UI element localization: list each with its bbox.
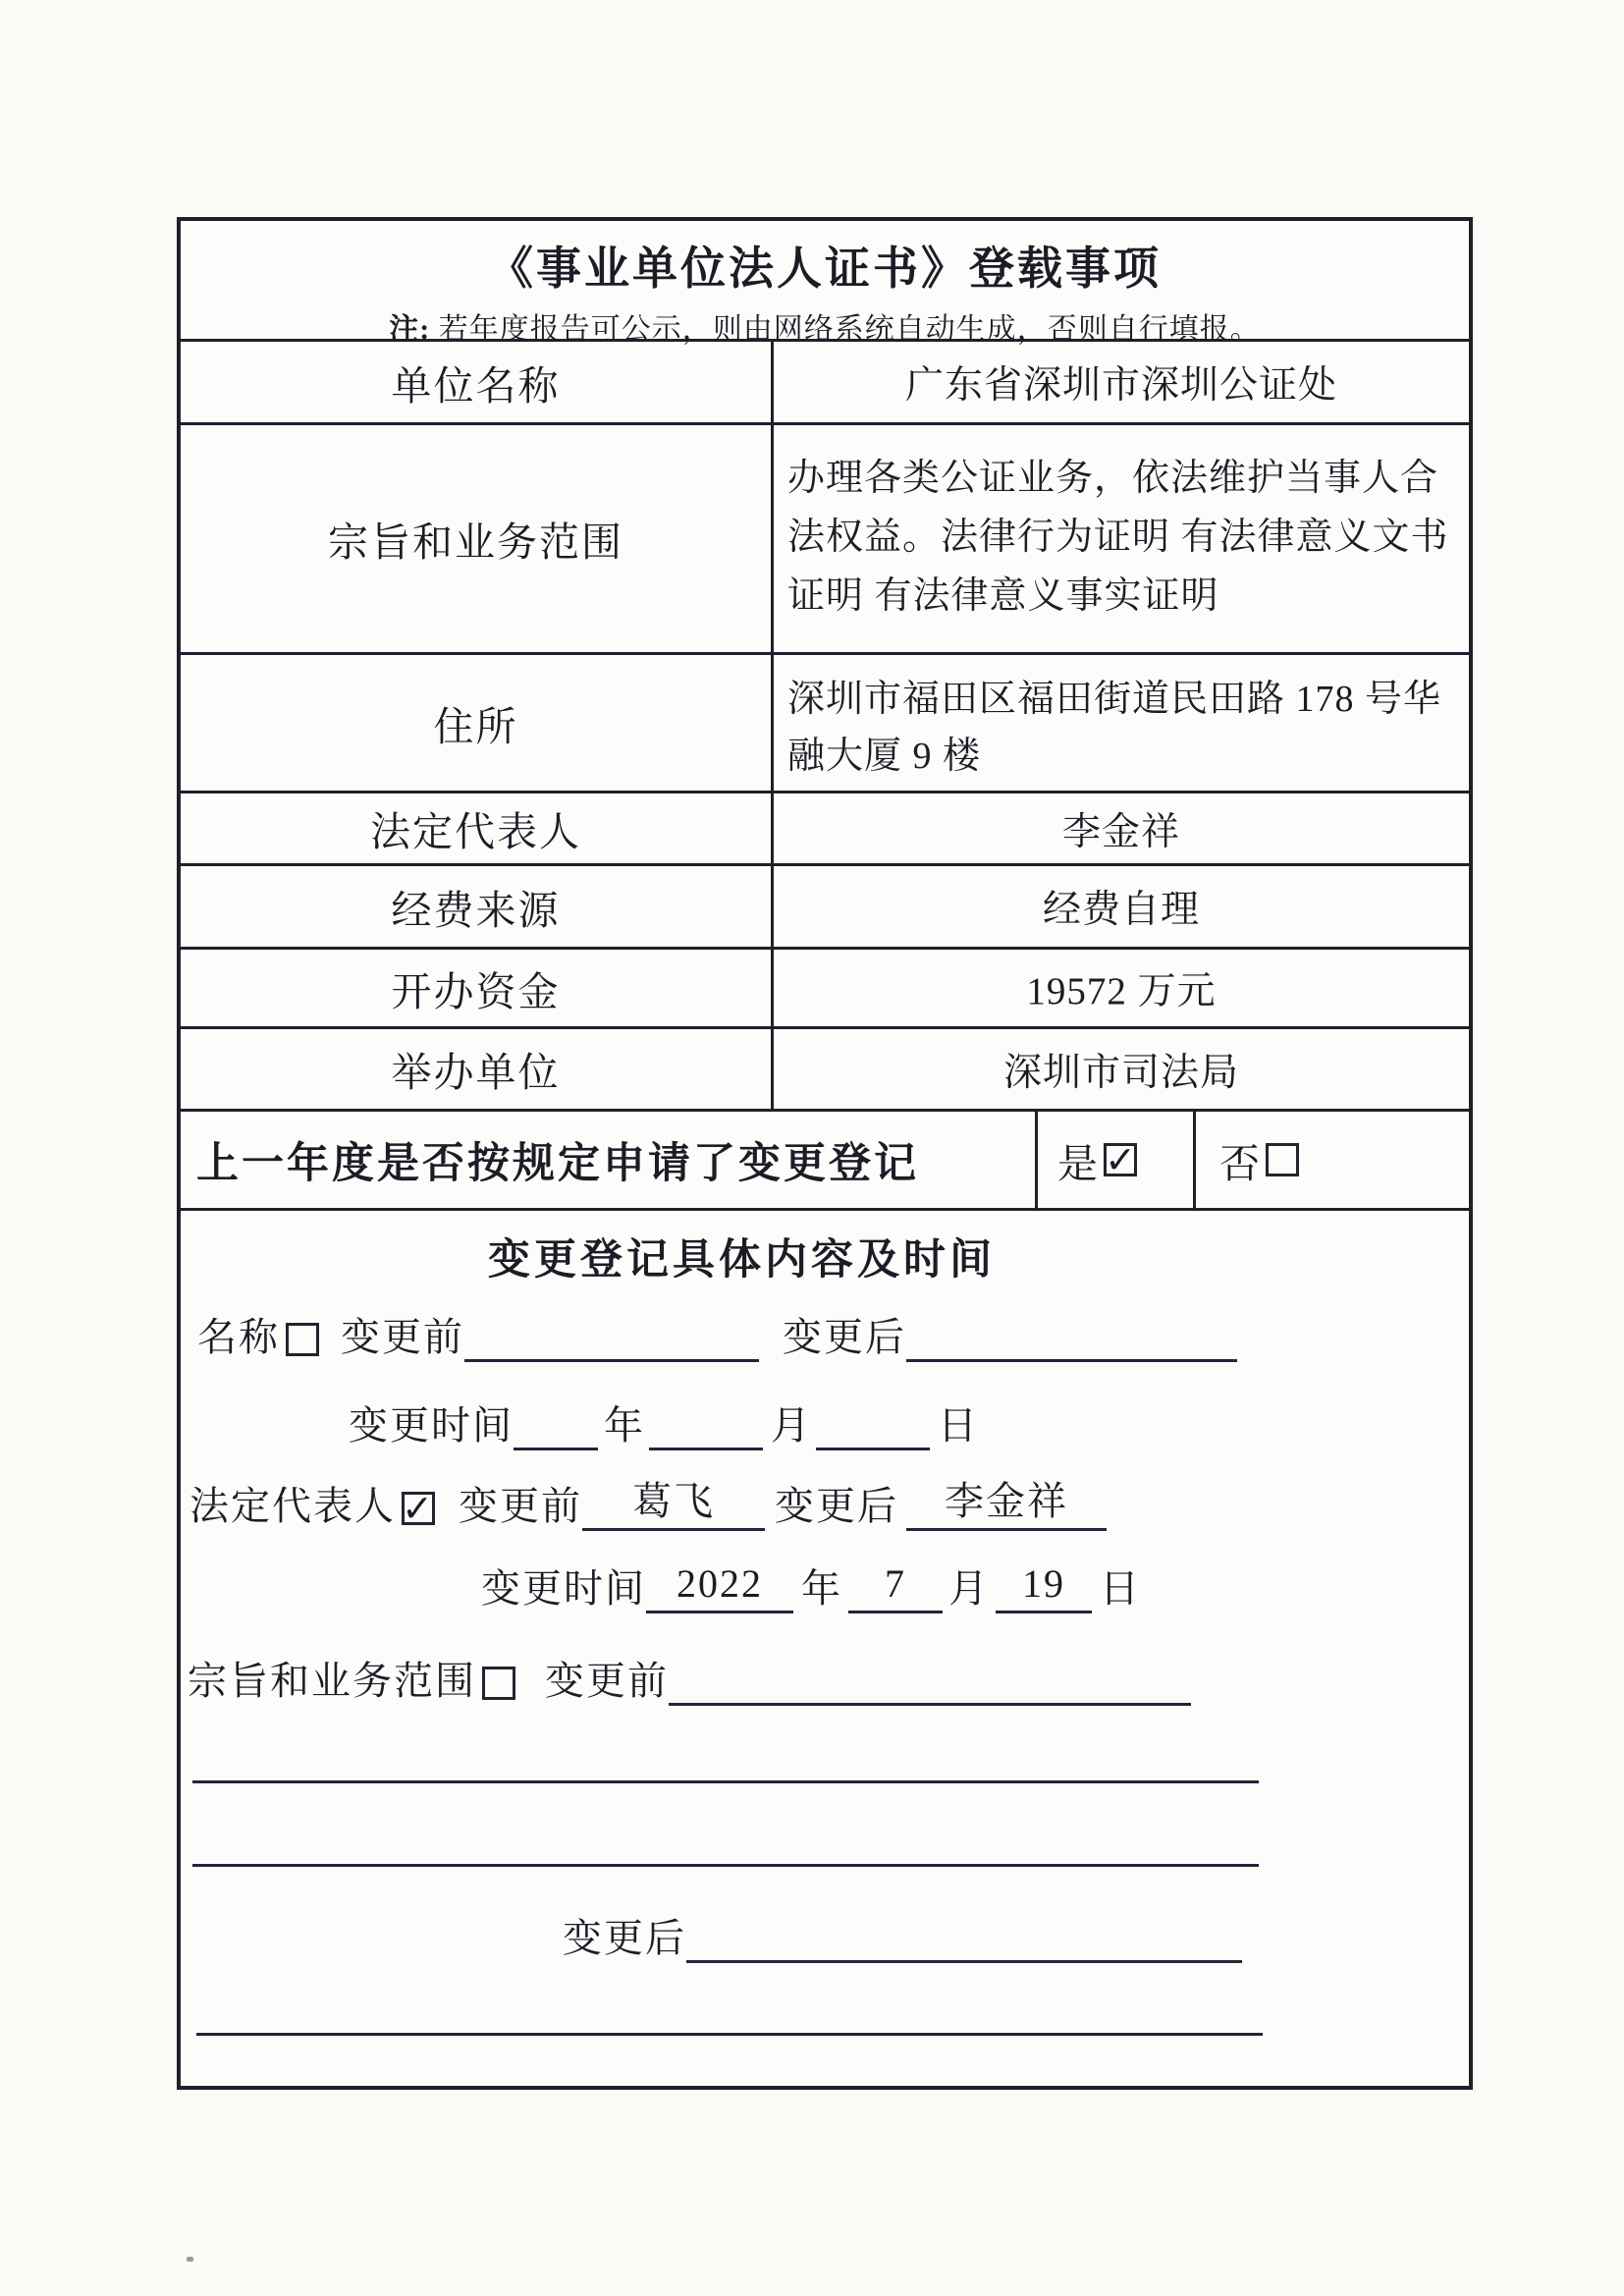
section-heading: 变更登记具体内容及时间 <box>488 1237 996 1284</box>
page-title: 《事业单位法人证书》登载事项 <box>488 244 1162 294</box>
note-text: 若年度报告可公示，则由网络系统自动生成，否则自行填报。 <box>438 313 1261 346</box>
rep-checkbox-checked-icon[interactable]: ✓ <box>402 1487 435 1530</box>
row-value-address: 深圳市福田区福田街道民田路 178 号华融大厦 9 楼 <box>787 679 1442 777</box>
after-label: 变更后 <box>563 1916 686 1960</box>
row-label-opening-capital: 开办资金 <box>181 950 774 1026</box>
table-row <box>181 655 1469 793</box>
no-checkbox-empty-icon[interactable] <box>1266 1143 1299 1176</box>
row-value-unit-name: 广东省深圳市深圳公证处 <box>904 364 1337 407</box>
change-question-yes <box>1035 1112 1193 1208</box>
table-row <box>181 866 1469 950</box>
rep-day-input[interactable]: 19 <box>996 1558 1092 1613</box>
row-value-sponsor-unit: 深圳市司法局 <box>1002 1051 1239 1094</box>
scope-after-input[interactable] <box>686 1908 1242 1963</box>
scope-checkbox-empty-icon[interactable] <box>482 1667 515 1700</box>
scope-after-line <box>181 1906 1469 1963</box>
after-label: 变更后 <box>783 1315 906 1359</box>
yes-checkbox-checked-icon[interactable]: ✓ <box>1105 1138 1136 1181</box>
change-question-no <box>1193 1112 1469 1208</box>
year-suffix: 年 <box>801 1566 842 1611</box>
title-row <box>181 221 1469 346</box>
no-label: 否 <box>1219 1140 1260 1186</box>
name-checkbox-empty-icon[interactable] <box>286 1323 319 1356</box>
change-time-label: 变更时间 <box>481 1566 646 1611</box>
table-row <box>181 342 1469 425</box>
row-label-unit-name: 单位名称 <box>181 342 774 422</box>
name-change-time-line <box>181 1394 1469 1450</box>
blank-writing-line[interactable] <box>192 1864 1259 1867</box>
row-label-legal-rep: 法定代表人 <box>181 793 774 863</box>
day-suffix: 日 <box>1100 1566 1141 1611</box>
certificate-items-table <box>177 217 1473 2090</box>
change-question-row <box>181 1112 1469 1211</box>
table-row <box>181 425 1469 655</box>
change-detail-section <box>181 1211 1469 2086</box>
change-time-label: 变更时间 <box>349 1403 514 1448</box>
before-label: 变更前 <box>341 1315 464 1359</box>
before-label: 变更前 <box>545 1659 669 1703</box>
rep-change-time-line <box>181 1557 1469 1613</box>
name-day-input[interactable] <box>816 1395 930 1450</box>
row-label-address: 住所 <box>181 655 774 791</box>
name-after-input[interactable] <box>906 1307 1237 1362</box>
blank-writing-line[interactable] <box>192 1780 1259 1783</box>
row-label-purpose: 宗旨和业务范围 <box>181 425 774 652</box>
name-month-input[interactable] <box>649 1395 763 1450</box>
blank-writing-line[interactable] <box>196 2033 1263 2036</box>
year-suffix: 年 <box>604 1403 645 1448</box>
change-question-label: 上一年度是否按规定申请了变更登记 <box>196 1140 919 1187</box>
before-label: 变更前 <box>459 1484 582 1528</box>
row-label-funding-source: 经费来源 <box>181 866 774 947</box>
rep-month-input[interactable]: 7 <box>848 1558 943 1613</box>
row-label-sponsor-unit: 举办单位 <box>181 1029 774 1109</box>
row-value-legal-rep: 李金祥 <box>1061 810 1180 853</box>
rep-before-input[interactable]: 葛飞 <box>582 1476 765 1531</box>
scan-speck <box>187 2257 193 2262</box>
yes-label: 是 <box>1057 1140 1098 1186</box>
table-row <box>181 950 1469 1029</box>
scope-label: 宗旨和业务范围 <box>188 1659 476 1703</box>
scope-change-line <box>181 1649 1469 1706</box>
rep-after-input[interactable]: 李金祥 <box>906 1476 1107 1531</box>
day-suffix: 日 <box>938 1403 979 1448</box>
row-value-funding-source: 经费自理 <box>1042 889 1200 931</box>
after-label: 变更后 <box>775 1484 898 1528</box>
table-row <box>181 1029 1469 1112</box>
row-value-opening-capital: 19572 万元 <box>1026 970 1217 1012</box>
name-year-input[interactable] <box>514 1395 598 1450</box>
row-value-purpose: 办理各类公证业务，依法维护当事人合法权益。法律行为证明 有法律意义文书证明 有法律意义事实证明 <box>787 458 1449 617</box>
note-label: 注: <box>389 313 431 346</box>
rep-change-line <box>181 1474 1469 1531</box>
rep-label: 法定代表人 <box>189 1484 396 1528</box>
month-suffix: 月 <box>771 1403 812 1448</box>
scope-before-input[interactable] <box>669 1651 1191 1706</box>
name-before-input[interactable] <box>464 1307 759 1362</box>
table-row <box>181 793 1469 866</box>
month-suffix: 月 <box>948 1566 990 1611</box>
name-change-line <box>181 1305 1469 1362</box>
rep-year-input[interactable]: 2022 <box>646 1558 793 1613</box>
name-label: 名称 <box>197 1315 280 1359</box>
